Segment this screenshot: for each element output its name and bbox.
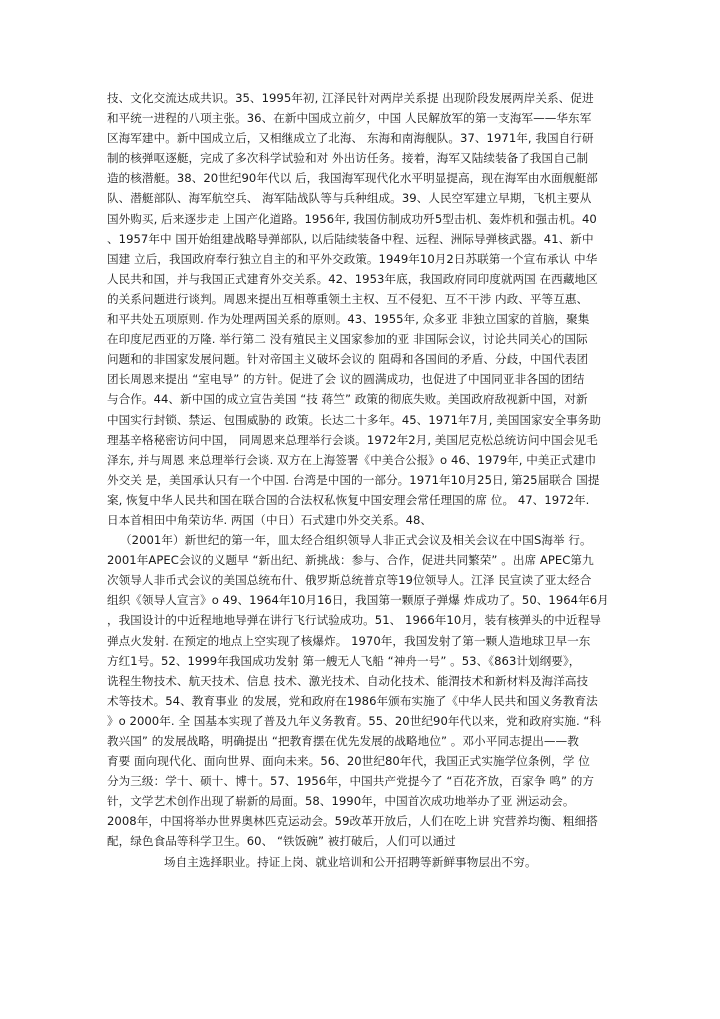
text-line: 针，文学艺术创作出现了崭新的局面。58、1990年，中国首次成功地举办了亚 洲运动会。 [107,794,575,809]
text-line: 方红1号。52、1999年我国成功发射 第一艘无人飞船 “神舟一号” 。53、《863计划纲要》， [107,653,581,668]
text-line: 案, 恢复中华人民共和国在联合国的合法权私恢复中国安理会常任理国的席 位。 47、1972年. [107,492,590,507]
text-line: 问题和的非国家发展问题。针对帝国主义破坏会议的 阻碍和各国间的矛盾、分歧，中国代表团 [107,352,589,367]
text-line: 分为三级：学十、硕十、博十。57、1956年，中国共产党提今了 “百花齐放，百家争 鸣” 的方 [107,774,595,789]
text-line: 与合作。44、新中国的成立宣告美国 “技 蒋竺” 政策的彻底失败。美国政府敌视新中国，对新 [107,392,588,407]
text-line: 泽东, 并与周恩 来总理举行会谈. 双方在上海签署《中美合公报》o 46、1979年, 中美正式建巾 [107,452,597,467]
text-line: 造的核潜艇。38、20世纪90年代以 后，我国海军现代化水平明显提高，现在海军由水面舰艇部 [107,171,598,186]
text-line: 国外购买, 后来逐步走 上国产化道路。1956年, 我国仿制成功歼5型击机、轰炸机和强击机。40 [107,211,597,226]
text-line: 和平共处五项原则. 作为处理两国关系的原则。43、1955年, 众多亚 非独立国家的首脑，聚集 [107,312,590,327]
text-line: 外交关 是，美国承认只有一个中国. 台湾是中国的一部分。1971年10月25日, 第25届联合 国提 [107,472,600,487]
text-line: 术等技术。54、教育事业 的发展，党和政府在1986年颁布实施了《中华人民共和国义务教育法 [107,693,598,708]
text-line: 场自主选择职业。持证上岗、就业培训和公开招聘等新鲜事物层出不穷。 [164,854,537,869]
text-line: 组织《领导人宣言》o 49、1964年10月16日，我国第一颗原子弹爆 炸成功了。50、1964年6月 [107,593,609,608]
text-line: 教兴国” 的发展战略，明确提出 “把教育摆在优先发展的战略地位” 。邓小平同志提出——教 [107,734,579,748]
text-line: 技、文化交流达成共识。35、1995年初, 江泽民针对两岸关系提 出现阶段发展两岸关系、促进 [107,91,594,105]
text-line: 育要 面向现代化、面向世界、面向未来。56、20世纪80年代，我国正式实施学位条例，学 位 [107,754,590,769]
text-line: 制的核弹呕逐艇，完成了多次科学试验和对 外出访任务。接着，海军又陆续装备了我国自己制 [107,151,589,166]
text-line: 理基辛格秘密访问中国， 同周恩来总理举行会谈。1972年2月, 美国尼克松总统访问中国会见毛 [107,432,598,447]
text-line: 人民共和国，并与我国正式建育外交关系。42、1953年底，我国政府同印度就两国 在西藏地区 [107,271,598,286]
text-line: ，我国设计的中近程地地导弹在讲行飞行试验成功。51、 1966年10月，装有核弹头的中近程导 [107,613,601,628]
text-line: 区海军建中。新中国成立后，又相继成立了北海、 东海和南海舰队。37、1971年, 我国自行研 [107,131,594,146]
text-line: 日本首相田中角荣访华. 两国（中日）石式建巾外交关系。48、 [107,512,433,527]
text-line: 团长周恩来提出 “室电导” 的方针。促进了会 议的圆满成功，也促进了中国同亚非各国的团结 [107,372,585,387]
text-line: （2001年）新世纪的第一年，皿太经合组织领导人非正式会议及相关会议在中国S海举 行。 [120,533,592,548]
text-line: 2001年APEC会议的义题早 “新出纪、新挑战：参与、合作，促进共同繁荣” 。出席 APEC第九 [107,553,594,568]
text-line: 和平统一进程的八项主张。36、在新中国成立前夕，中国 人民解放军的第一支海军——华东军 [107,111,592,126]
text-line: 中国实行封锁、禁运、包围威胁的 政策。长达二十多年。45、1971年7月, 美国国家安全事务助 [107,412,602,427]
text-line: 配，绿色食品等科学卫生。60、 “铁饭碗” 被打破后，人们可以通过 [107,834,456,849]
text-line: 》o 2000年. 全 国基本实现了普及九年义务教育。55、20世纪90年代以来，党和政府实施. “科 [107,713,602,728]
body-text [107,88,613,872]
text-line: 国建 立后，我国政府奉行独立自主的和平外交政策。1949年10月2日苏联第一个宣布承认 中华 [107,251,598,266]
text-line: 队、潜艇部队、海军航空兵、 海军陆战队等与兵种组成。39、人民空军建立早期，飞机主要从 [107,191,592,206]
text-line: 2008年，中国将举办世界奥林匹克运动会。59改革开放后，人们在吃上讲 究营养均衡、粗细搭 [107,814,598,829]
text-line: 、1957年中 国开始组建战略导弹部队, 以后陆续装备中程、远程、洲际导弹核武器。41、新中 [107,231,594,246]
text-line: 的关系问题进行谈判。周恩来提出互相尊重领土主权、互不侵犯、互不干涉 内政、平等互惠、 [107,291,589,306]
text-line: 次领导人非币式会议的美国总统布什、俄罗斯总统普京等19位领导人。江泽 民宣读了亚太经合 [107,573,592,588]
text-line: 在印度尼西亚的万隆. 举行第二 没有殖民主义国家参加的亚 非国际会议，讨论共同关心的国际 [107,332,588,347]
text-line: 诜程生物技术、航天技术、信息 技术、激光技术、自动化技术、能渭技术和新材料及海洋高技 [107,673,589,688]
text-line: 弹点火发射. 在预定的地点上空实现了核爆炸。 1970年，我国发射了第一颗人造地球卫早一东 [107,633,591,648]
